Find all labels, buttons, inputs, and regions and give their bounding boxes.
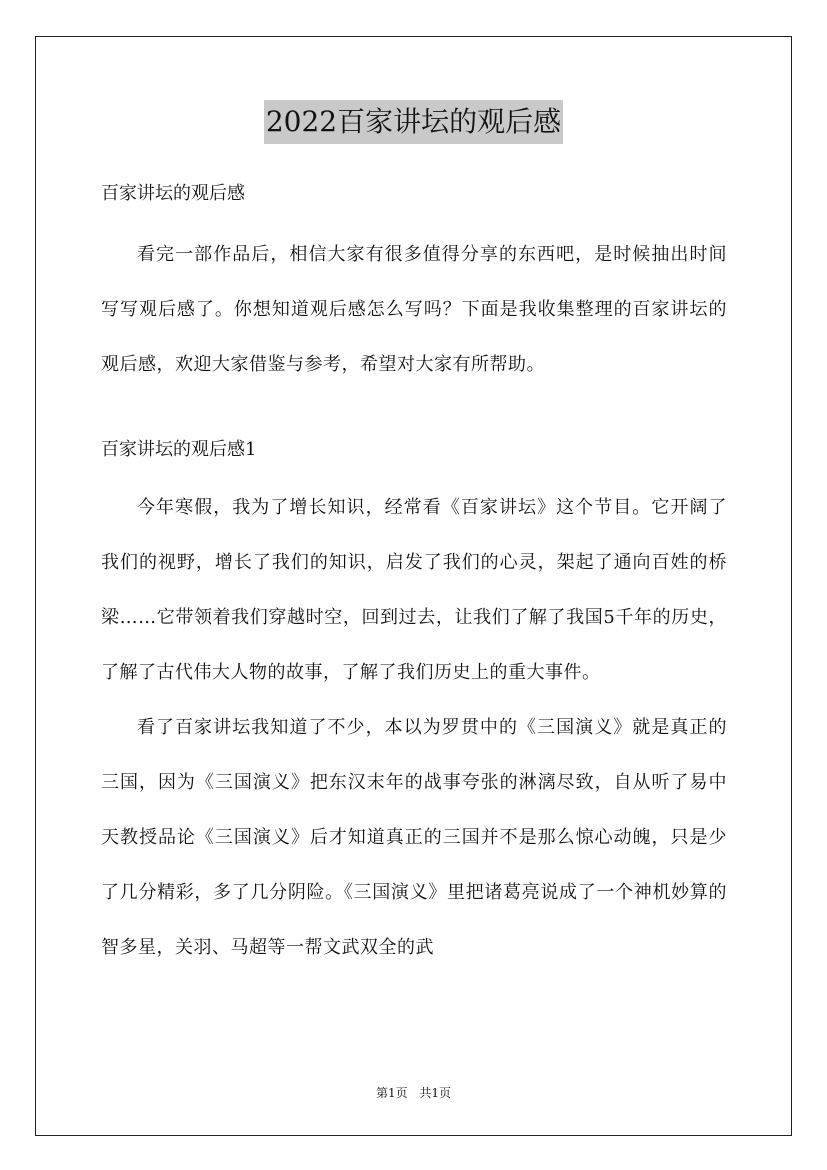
section-1-paragraph-1: 今年寒假，我为了增长知识，经常看《百家讲坛》这个节目。它开阔了我们的视野，增长了我们的知识，启发了我们的心灵，架起了通向百姓的桥梁……它带领着我们穿越时空，回到过去，让我们了解了我国5千年的历史，了解了古代伟大人物的故事，了解了我们历史上的重大事件。	[101, 497, 727, 683]
page-footer	[0, 1084, 827, 1101]
page-number-total: 共1页	[419, 1086, 452, 1100]
intro-paragraph: 看完一部作品后，相信大家有很多值得分享的东西吧，是时候抽出时间写写观后感了。你想知道观后感怎么写吗？下面是我收集整理的百家讲坛的观后感，欢迎大家借鉴与参考，希望对大家有所帮助。	[101, 244, 727, 375]
document-title: 2022百家讲坛的观后感	[264, 100, 563, 144]
section-spacer	[101, 392, 727, 420]
document-body	[101, 160, 727, 975]
title-container	[0, 100, 827, 144]
page-number-current: 第1页	[375, 1086, 408, 1100]
intro-heading: 百家讲坛的观后感	[101, 183, 245, 204]
section-1-heading: 百家讲坛的观后感1	[101, 439, 257, 460]
section-1-paragraph-2: 看了百家讲坛我知道了不少，本以为罗贯中的《三国演义》就是真正的三国，因为《三国演义》把东汉末年的战事夸张的淋漓尽致，自从听了易中天教授品论《三国演义》后才知道真正的三国并不是那么惊心动魄，只是少了几分精彩，多了几分阴险。《三国演义》里把诸葛亮说成了一个神机妙算的智多星，关羽、马超等一帮文武双全的武	[101, 717, 727, 958]
